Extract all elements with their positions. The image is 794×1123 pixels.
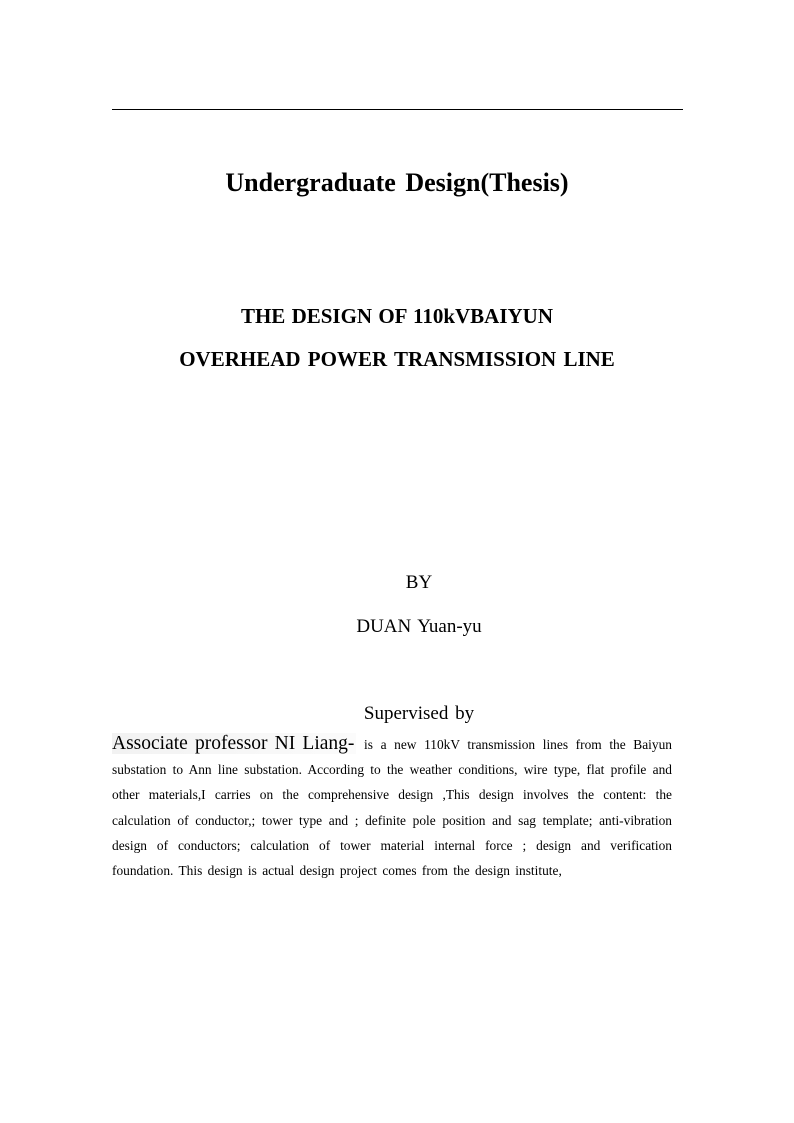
author-name: DUAN Yuan-yu [356, 616, 482, 637]
thesis-title-line-1: THE DESIGN OF 110kVBAIYUN [240, 304, 554, 328]
document-type-title: Undergraduate Design(Thesis) [225, 168, 569, 197]
abstract-paragraph [112, 731, 672, 883]
abstract-text: is a new 110kV transmission lines from the Baiyun substation to Ann line substation. According to the weather conditions, wire type, flat profile and other materials,I carries on the comprehensive design ,This design involves the content: the calculation of conductor,; tower type and ; definite pole position and sag template; anti-vibration design of conductors; calculation of tower material internal force ; design and verification foundation. This design is actual design project comes from the design institute, [112, 737, 672, 879]
thesis-title-line-2: OVERHEAD POWER TRANSMISSION LINE [179, 347, 615, 371]
top-horizontal-rule [112, 109, 683, 110]
supervisor-name: Associate professor NI Liang- [112, 733, 355, 754]
by-label: BY [405, 572, 433, 593]
supervised-by-label: Supervised by [363, 703, 475, 724]
